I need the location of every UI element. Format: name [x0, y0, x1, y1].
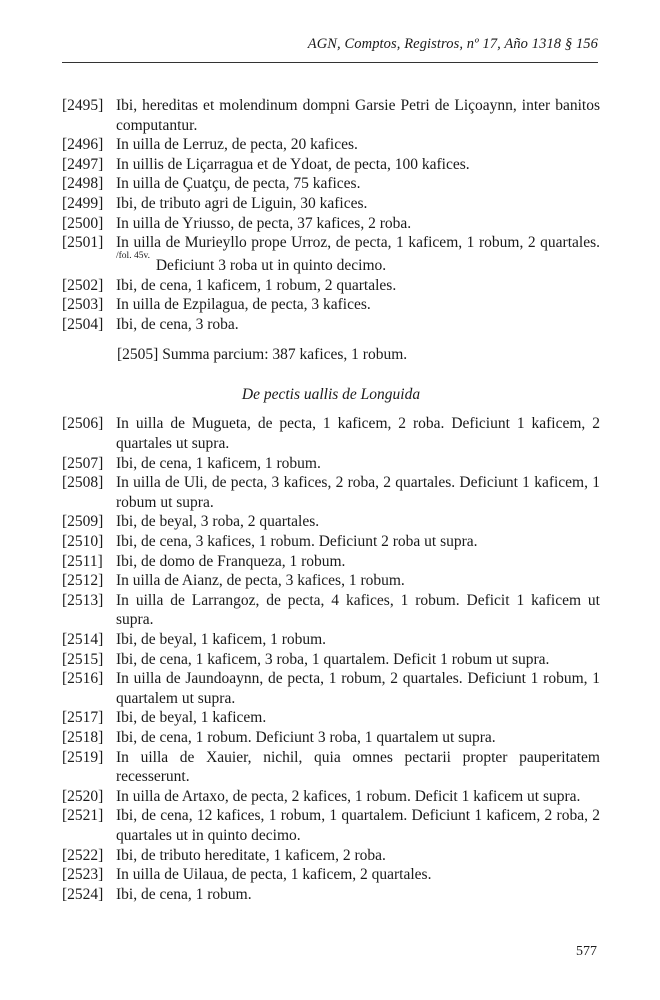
entry-item	[62, 96, 600, 135]
entry-number: [2521]	[62, 807, 104, 825]
entry-text: In uilla de Uli, de pecta, 3 kafices, 2 roba, 2 quartales. Deficiunt 1 kaficem, 1 robum ut supra.	[116, 474, 600, 511]
entry-text: Ibi, de tributo hereditate, 1 kaficem, 2 roba.	[116, 846, 386, 864]
folio-marker: /fol. 45v.	[116, 250, 150, 261]
entry-item	[62, 532, 600, 552]
entry-text: Ibi, de tributo agri de Liguin, 30 kafices.	[116, 194, 368, 212]
entry-number: [2498]	[62, 175, 104, 193]
entry-item	[62, 473, 600, 512]
entry-text: In uilla de Uilaua, de pecta, 1 kaficem, 2 quartales.	[116, 866, 432, 884]
entry-text: Ibi, de beyal, 1 kaficem.	[116, 709, 267, 727]
entry-list	[62, 414, 600, 904]
entry-item	[62, 650, 600, 670]
entry-item	[62, 865, 600, 885]
entry-text: In uilla de Yriusso, de pecta, 37 kafices, 2 roba.	[116, 214, 412, 232]
entry-text: In uilla de Mugueta, de pecta, 1 kaficem, 2 roba. Deficiunt 1 kaficem, 2 quartales ut supra.	[116, 415, 600, 453]
entry-text: Ibi, de cena, 1 kaficem, 3 roba, 1 quartalem. Deficit 1 robum ut supra.	[116, 650, 550, 668]
entry-text: In uillis de Liçarragua et de Ydoat, de pecta, 100 kafices.	[116, 155, 470, 173]
entry-number: [2524]	[62, 885, 104, 903]
entry-text: Ibi, de domo de Franqueza, 1 robum.	[116, 552, 346, 570]
entry-item	[62, 135, 600, 155]
entry-number: [2500]	[62, 214, 104, 232]
entry-text	[116, 233, 600, 275]
entry-text: Ibi, de cena, 1 robum.	[116, 885, 252, 903]
entry-item	[62, 414, 600, 453]
entry-list	[62, 276, 600, 335]
entry-number: [2496]	[62, 136, 104, 154]
entry-item	[62, 295, 600, 315]
entry-text: In uilla de Lerruz, de pecta, 20 kafices.	[116, 136, 358, 154]
entry-item	[62, 512, 600, 532]
entry-item	[62, 194, 600, 214]
entry-text: Ibi, de cena, 1 kaficem, 1 robum, 2 quartales.	[116, 276, 397, 294]
entry-item	[62, 174, 600, 194]
entry-text-part: In uilla de Murieyllo prope Urroz, de pecta, 1 kaficem, 1 robum, 2 quartales.	[116, 234, 600, 252]
entry-item	[62, 571, 600, 591]
entry-text-part: Deficiunt 3 roba ut in quinto decimo.	[151, 256, 387, 274]
entry-text: In uilla de Artaxo, de pecta, 2 kafices, 1 robum. Deficit 1 kaficem ut supra.	[116, 787, 581, 805]
entry-number: [2510]	[62, 533, 104, 551]
entry-item	[62, 787, 600, 807]
entry-item	[62, 315, 600, 335]
entry-text: Ibi, de cena, 3 kafices, 1 robum. Deficiunt 2 roba ut supra.	[116, 533, 478, 551]
page-body	[62, 96, 600, 904]
entry-text: Ibi, de cena, 3 roba.	[116, 315, 239, 333]
entry-item	[62, 552, 600, 572]
entry-text: Ibi, de beyal, 1 kaficem, 1 robum.	[116, 631, 327, 648]
entry-list	[62, 96, 600, 233]
entry-number: [2502]	[62, 276, 104, 294]
entry-number: [2522]	[62, 846, 104, 864]
entry-number: [2514]	[62, 631, 104, 648]
entry-number: [2495]	[62, 97, 104, 114]
entry-item	[62, 591, 600, 630]
entry-text: In uilla de Xauier, nichil, quia omnes pectarii propter pauperitatem recesserunt.	[116, 748, 600, 786]
entry-text: In uilla de Aianz, de pecta, 3 kafices, 1 robum.	[116, 572, 405, 590]
entry-item	[62, 630, 600, 650]
entry-item	[62, 728, 600, 748]
entry-number: [2512]	[62, 572, 104, 590]
entry-number: [2516]	[62, 670, 104, 688]
entry-number: [2520]	[62, 787, 104, 805]
entry-item	[62, 748, 600, 787]
entry-number: [2517]	[62, 709, 104, 727]
entry-item	[62, 669, 600, 708]
entry-text: Ibi, de cena, 12 kafices, 1 robum, 1 quartalem. Deficiunt 1 kaficem, 2 roba, 2 quartales ut in quinto decimo.	[116, 807, 600, 844]
summa-line: [2505] Summa parcium: 387 kafices, 1 robum.	[117, 346, 408, 364]
section-title: De pectis uallis de Longuida	[241, 385, 421, 403]
entry-item	[62, 155, 600, 175]
entry-text: In uilla de Jaundoaynn, de pecta, 1 robum, 2 quartales. Deficiunt 1 robum, 1 quartalem ut supra.	[116, 670, 600, 707]
entry-text: Ibi, de cena, 1 robum. Deficiunt 3 roba, 1 quartalem ut supra.	[116, 728, 496, 746]
entry-text: In uilla de Larrangoz, de pecta, 4 kafices, 1 robum. Deficit 1 kaficem ut supra.	[116, 591, 600, 629]
entry-number: [2519]	[62, 748, 104, 766]
entry-text: In uilla de Çuatçu, de pecta, 75 kafices.	[116, 175, 361, 193]
entry-2501	[62, 233, 600, 275]
entry-text: Ibi, de beyal, 3 roba, 2 quartales.	[116, 513, 320, 531]
entry-number: [2523]	[62, 866, 104, 884]
entry-item	[62, 708, 600, 728]
entry-item	[62, 806, 600, 845]
entry-number: [2518]	[62, 728, 104, 746]
entry-text: Ibi, hereditas et molendinum dompni Garsie Petri de Liçoaynn, inter banitos computantur.	[116, 97, 600, 134]
entry-item	[62, 885, 600, 905]
entry-number: [2504]	[62, 315, 104, 333]
entry-number: [2509]	[62, 513, 104, 531]
entry-number: [2515]	[62, 650, 104, 668]
entry-text: Ibi, de cena, 1 kaficem, 1 robum.	[116, 454, 321, 472]
entry-item	[62, 454, 600, 474]
entry-number: [2507]	[62, 454, 104, 472]
page-number: 577	[576, 944, 597, 959]
entry-item	[62, 846, 600, 866]
entry-number: [2499]	[62, 194, 104, 212]
entry-number: [2506]	[62, 415, 104, 433]
entry-number: [2503]	[62, 296, 104, 314]
entry-number: [2508]	[62, 474, 104, 492]
header-rule	[62, 62, 598, 63]
entry-number: [2497]	[62, 155, 104, 173]
running-header: AGN, Comptos, Registros, nº 17, Año 1318 § 156	[307, 36, 598, 52]
entry-number: [2501]	[62, 234, 104, 252]
entry-item	[62, 214, 600, 234]
entry-number: [2511]	[62, 552, 103, 570]
entry-text: In uilla de Ezpilagua, de pecta, 3 kafices.	[116, 296, 371, 314]
entry-number: [2513]	[62, 591, 104, 609]
entry-item	[62, 276, 600, 296]
